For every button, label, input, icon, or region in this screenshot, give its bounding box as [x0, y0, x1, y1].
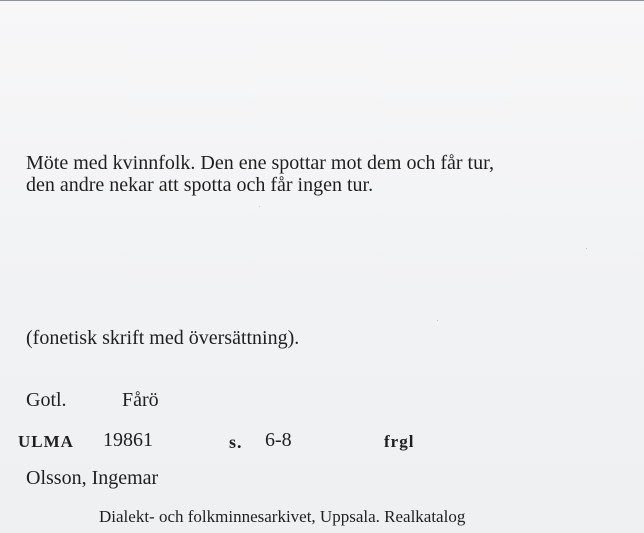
record-description-line-2: den andre nekar att spotta och får ingen tur. — [26, 174, 374, 196]
paper-speck — [259, 206, 260, 207]
page-prefix-label: s. — [229, 432, 243, 452]
region-label: Gotl. — [26, 389, 67, 411]
category-code: frgl — [384, 432, 415, 451]
archive-caption: Dialekt- och folkminnesarkivet, Uppsala. Realkatalog — [99, 507, 466, 526]
ulma-label: ULMA — [18, 432, 74, 451]
ulma-number: 19861 — [103, 429, 153, 451]
page-range: 6-8 — [265, 429, 292, 451]
record-description-line-1: Möte med kvinnfolk. Den ene spottar mot dem och får tur, — [26, 152, 494, 174]
transcription-note: (fonetisk skrift med översättning). — [26, 327, 300, 349]
place-label: Fårö — [122, 389, 159, 411]
collector-name: Olsson, Ingemar — [26, 467, 159, 489]
paper-speck — [586, 248, 587, 249]
paper-speck — [437, 320, 438, 321]
